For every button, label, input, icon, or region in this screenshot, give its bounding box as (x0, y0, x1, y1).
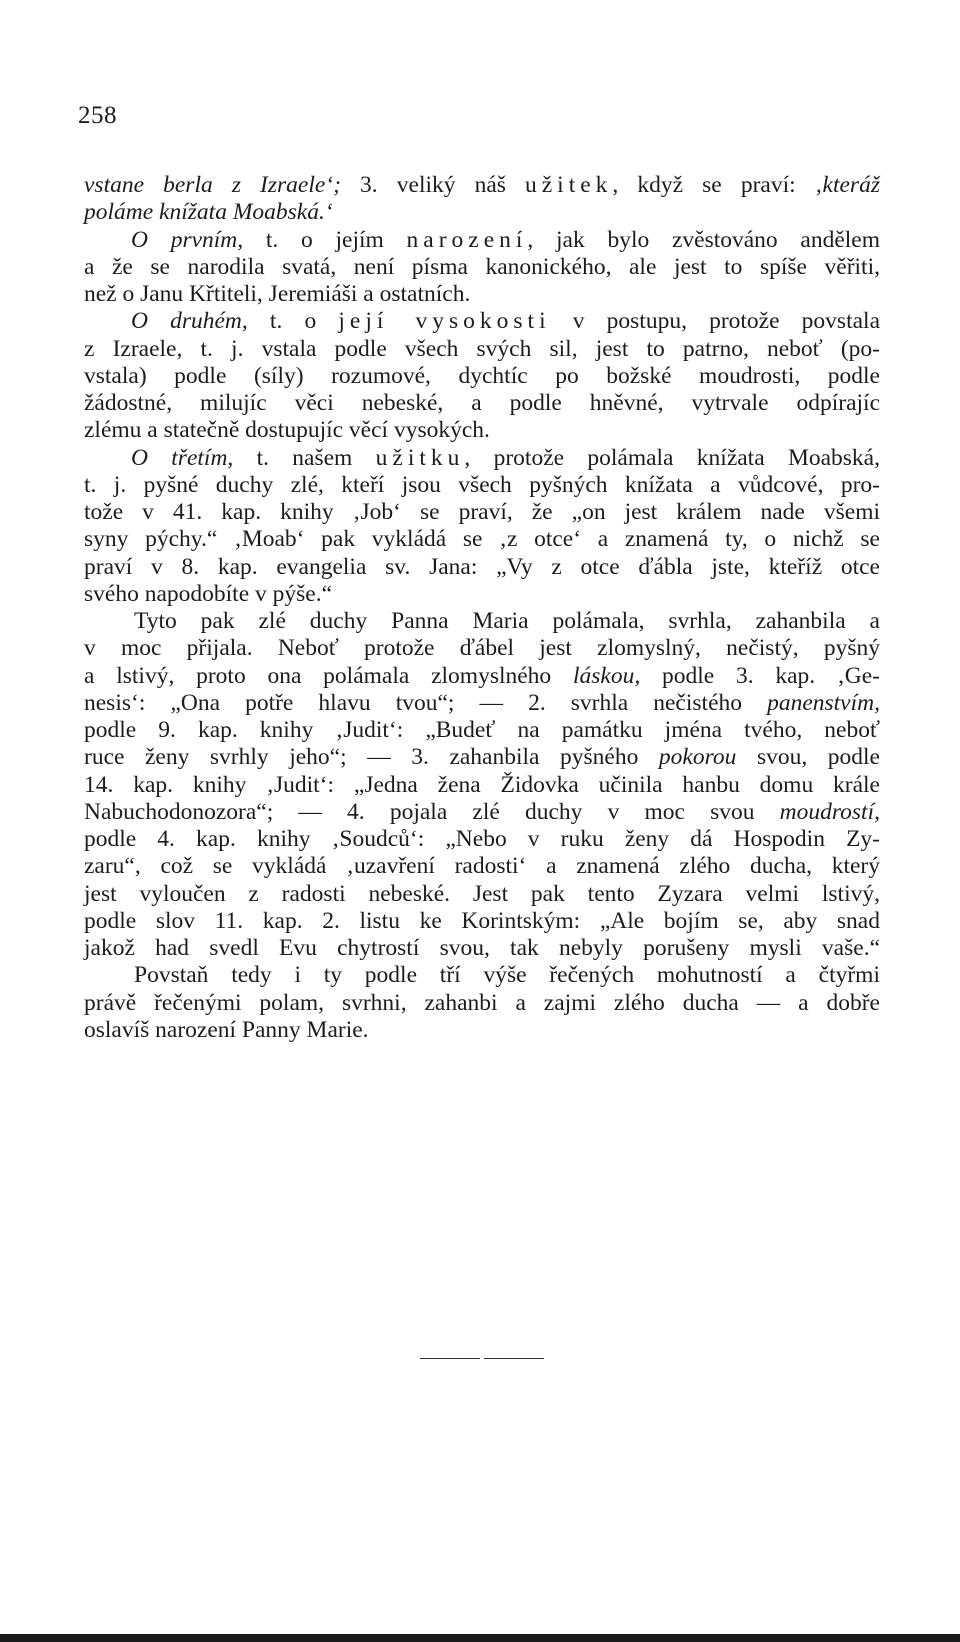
text-segment: Povstaň tedy i ty podle tří výše řečených mohutností a čtyřmi (134, 962, 880, 989)
text-segment: v moc přijala. Neboť protože ďábel jest zlomyslný, nečistý, pyšný (84, 635, 880, 662)
text-line (84, 635, 880, 662)
text-line (84, 581, 880, 608)
section-divider (420, 1358, 544, 1359)
italic-text: pokorou (658, 744, 737, 771)
text-segment: podle 3. kap. ‚Ge- (640, 662, 881, 689)
text-segment: svého napodobíte v pýše.“ (84, 580, 333, 607)
text-line (84, 663, 880, 690)
text-line (84, 690, 880, 717)
text-line (84, 853, 880, 880)
text-line (84, 445, 880, 472)
text-line (84, 908, 880, 935)
text-segment: , když se praví: (612, 172, 815, 198)
italic-text: vstane berla z Izraele‘; (84, 172, 361, 198)
spaced-text: narození (406, 226, 528, 253)
italic-text: O prvním, (131, 226, 266, 253)
text-segment: oslavíš narození Panny Marie. (84, 1016, 369, 1043)
scan-edge (0, 1634, 960, 1642)
text-segment: praví v 8. kap. evangelia sv. Jana: „Vy z otce ďábla jste, kteříž otce (84, 553, 880, 580)
text-segment: podle 9. kap. knihy ‚Judit‘: „Budeť na památku jména tvého, neboť (84, 717, 880, 743)
text-segment: zaru“, což se vykládá ‚uzavření radosti‘ a znamená zlého ducha, který (84, 853, 880, 880)
text-segment: než o Janu Křtiteli, Jeremiáši a ostatních. (84, 281, 471, 307)
text-segment: zlému a statečně dostupujíc věcí vysokých. (84, 417, 490, 444)
text-line (84, 390, 880, 417)
text-line (84, 826, 880, 853)
text-line (84, 962, 880, 989)
text-line (84, 554, 880, 581)
text-line (84, 935, 880, 962)
text-segment: Nabuchodonozora“; — 4. pojala zlé duchy v moc svou (84, 798, 780, 825)
text-segment: v postupu, protože povstala (550, 308, 880, 335)
italic-text: poláme knížata Moabská.‘ (84, 199, 333, 226)
text-segment: jakož had svedl Evu chytrostí svou, tak nebyly porušeny mysli vaše.“ (84, 935, 880, 961)
text-line (84, 199, 880, 226)
text-segment: z Izraele, t. j. vstala podle všech svých sil, jest to patrno, neboť (po- (84, 335, 880, 362)
text-segment: tože v 41. kap. knihy ‚Job‘ se praví, že „on jest králem nade všemi (84, 499, 880, 525)
text-line (84, 472, 880, 499)
text-line (84, 363, 880, 390)
text-line (84, 744, 880, 771)
text-segment: podle 4. kap. knihy ‚Soudců‘: „Nebo v ruku ženy dá Hospodin Zy- (84, 826, 880, 852)
italic-text: panenstvím, (767, 689, 880, 716)
text-segment: nesis‘: „Ona potře hlavu tvou“; — 2. svrhla nečistého (84, 689, 768, 716)
text-segment: Tyto pak zlé duchy Panna Maria polámala, svrhla, zahanbila a (134, 608, 880, 634)
text-line (84, 608, 880, 635)
text-line (84, 717, 880, 744)
page-number: 258 (78, 102, 117, 129)
text-line (84, 526, 880, 553)
text-segment: vstala) podle (síly) rozumové, dychtíc po božské moudrosti, podle (84, 362, 880, 389)
text-line (84, 172, 880, 199)
text-line (84, 1017, 880, 1044)
text-segment: a lstivý, proto ona polámala zlomyslného (84, 662, 573, 689)
text-segment: t. o (269, 308, 339, 335)
text-line (84, 254, 880, 281)
italic-text: láskou, (572, 662, 641, 689)
text-segment: , protože polámala knížata Moabská, (464, 444, 880, 471)
text-line (84, 336, 880, 363)
text-segment: žádostné, milujíc věci nebeské, a podle hněvné, vytrvale odpírajíc (84, 390, 880, 416)
text-segment: , jak bylo zvěstováno andělem (527, 226, 881, 253)
text-line (84, 417, 880, 444)
text-segment: jest vyloučen z radosti nebeské. Jest pak tento Zyzara velmi lstivý, (84, 880, 880, 907)
text-line (84, 281, 880, 308)
body-text (84, 172, 880, 1044)
text-line (84, 499, 880, 526)
spaced-text: užitku (375, 444, 465, 471)
text-segment: syny pýchy.“ ‚Moab‘ pak vykládá se ‚z otce‘ a znamená ty, o nichž se (84, 526, 880, 553)
text-segment: právě řečenými polam, svrhni, zahanbi a zajmi zlého ducha — a dobře (84, 989, 880, 1016)
text-line (84, 308, 880, 335)
text-segment: a že se narodila svatá, není písma kanonického, ale jest to spíše věřiti, (84, 253, 880, 280)
spaced-text: užitek (525, 172, 613, 198)
text-segment: t. našem (256, 444, 376, 471)
text-line (84, 881, 880, 908)
text-line (84, 227, 880, 254)
text-segment: 14. kap. knihy ‚Judit‘: „Jedna žena Židovka učinila hanbu domu krále (84, 771, 880, 798)
text-segment: t. o jejím (265, 226, 407, 253)
text-segment: 3. veliký náš (360, 172, 525, 198)
spaced-text: její vysokosti (338, 308, 551, 335)
text-segment: ruce ženy svrhly jeho“; — 3. zahanbila pyšného (84, 744, 659, 771)
text-line (84, 799, 880, 826)
text-line (84, 990, 880, 1017)
italic-text: ‚kteráž (814, 172, 880, 198)
text-segment: svou, podle (736, 744, 880, 771)
italic-text: O druhém, (131, 308, 270, 335)
text-line (84, 772, 880, 799)
italic-text: moudrostí, (779, 798, 880, 825)
text-segment: t. j. pyšné duchy zlé, kteří jsou všech pyšných knížata a vůdcové, pro- (84, 471, 880, 498)
text-segment: podle slov 11. kap. 2. listu ke Korintským: „Ale bojím se, aby snad (84, 907, 880, 934)
italic-text: O třetím, (131, 444, 257, 471)
